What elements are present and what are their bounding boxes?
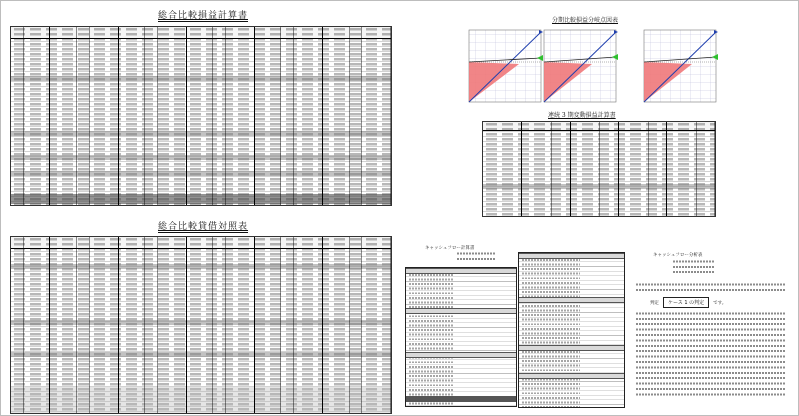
breakeven-title: 分期比較損益分岐点図表 bbox=[552, 17, 619, 24]
judgement-suffix: です。 bbox=[713, 300, 727, 306]
breakeven-table bbox=[482, 121, 716, 217]
cashflow-statement-title: キャッシュフロー計算書 bbox=[425, 246, 475, 251]
cashflow-analysis-title: キャッシュフロー分析表 bbox=[653, 253, 703, 258]
cashflow-analysis-commentary bbox=[636, 311, 786, 397]
cashflow-legend bbox=[457, 251, 495, 261]
judgement-label: 判定 bbox=[650, 300, 659, 306]
breakeven-table-columns bbox=[483, 122, 715, 216]
cashflow-statement-middle bbox=[518, 252, 625, 408]
breakeven-table-title: 連続 3 期変動損益計算書 bbox=[548, 112, 616, 119]
cashflow-statement-left bbox=[405, 267, 517, 407]
breakeven-chart-3 bbox=[630, 26, 730, 110]
cashflow-analysis-notes bbox=[636, 282, 786, 294]
income-statement-columns bbox=[11, 27, 391, 205]
breakeven-chart-2 bbox=[530, 26, 630, 110]
income-statement-title: 総合比較損益計算書 bbox=[158, 11, 249, 21]
judgement-value-box: ケース 1 の判定 bbox=[663, 297, 709, 308]
judgement-row bbox=[650, 297, 726, 308]
cashflow-legend-box bbox=[455, 251, 500, 261]
cashflow-analysis-legend bbox=[673, 259, 715, 275]
balance-sheet-columns bbox=[11, 237, 391, 413]
balance-sheet-title: 総合比較貸借対照表 bbox=[158, 222, 249, 232]
balance-sheet-table bbox=[10, 236, 392, 414]
income-statement-table bbox=[10, 26, 392, 206]
